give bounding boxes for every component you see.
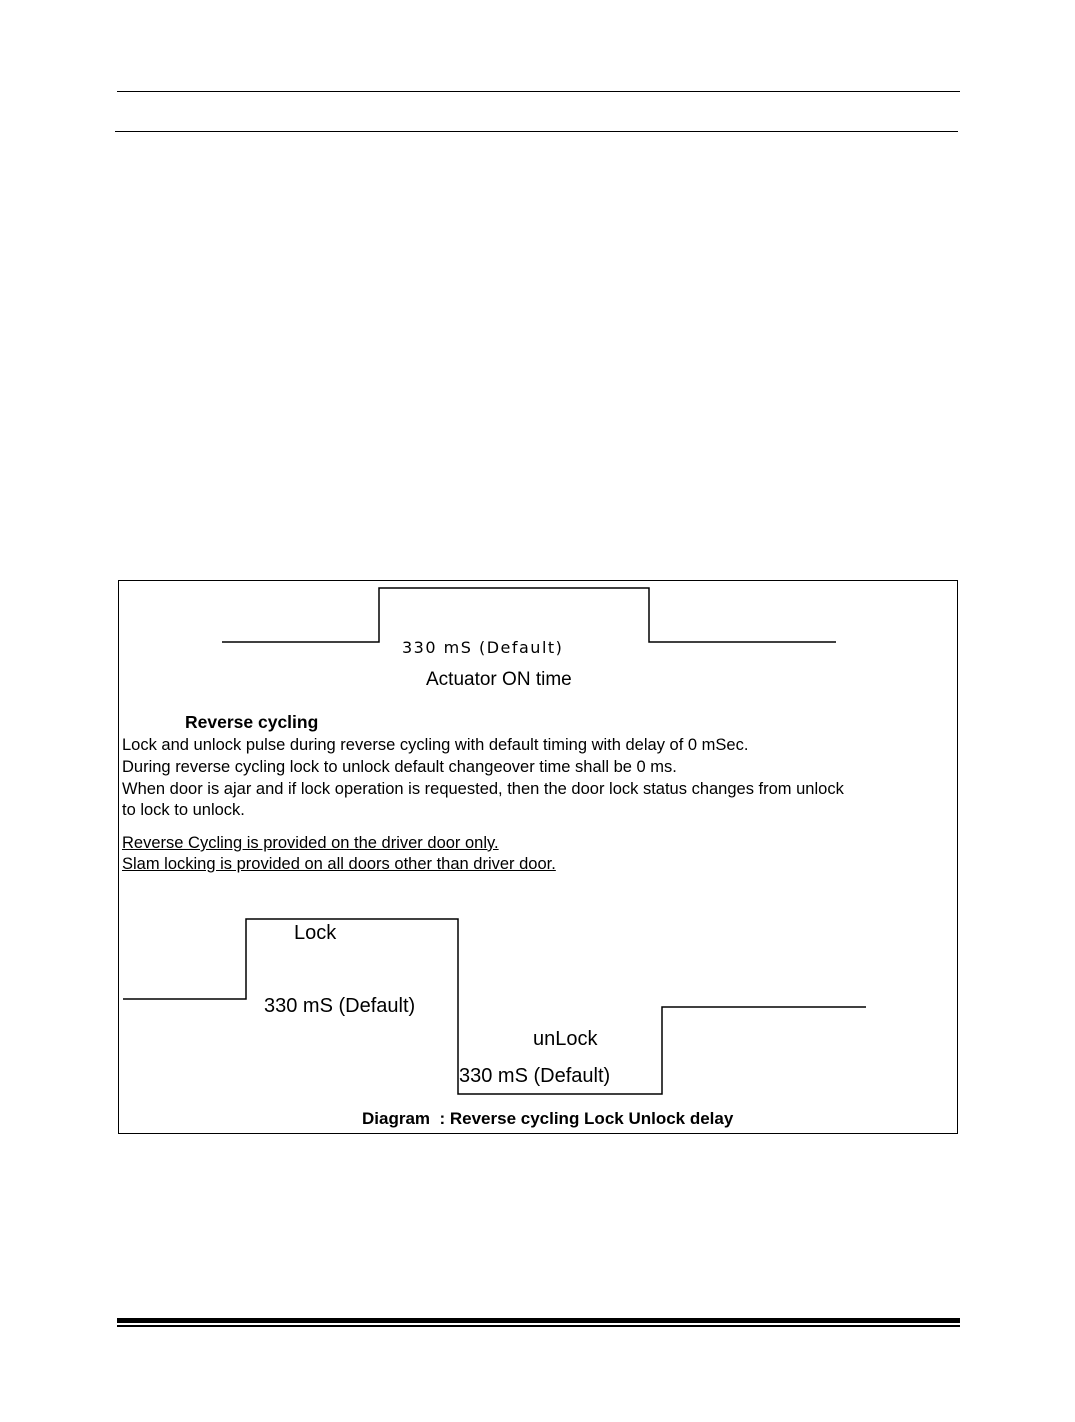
footer-rule-thick: [117, 1318, 960, 1323]
footer-rule-thin: [117, 1325, 960, 1327]
description-line-1: Lock and unlock pulse during reverse cycling with default timing with delay of 0 mSec.: [122, 736, 749, 754]
reverse-cycling-heading: Reverse cycling: [185, 712, 319, 732]
driver-door-note: Reverse Cycling is provided on the driver door only.: [122, 834, 499, 852]
header-rule-top: [117, 91, 960, 92]
unlock-duration-label: 330 mS (Default): [459, 1065, 611, 1087]
description-line-2: During reverse cycling lock to unlock default changeover time shall be 0 ms.: [122, 758, 677, 776]
description-line-3: When door is ajar and if lock operation is requested, then the door lock status changes from unlock: [122, 780, 844, 798]
unlock-label: unLock: [533, 1028, 598, 1050]
lock-label: Lock: [294, 922, 337, 944]
actuator-on-time-caption: Actuator ON time: [426, 669, 572, 690]
actuator-on-pulse-line: [222, 588, 836, 642]
description-line-4: to lock to unlock.: [122, 801, 245, 819]
timing-diagram-figure: [118, 580, 958, 1134]
diagram-caption: Diagram : Reverse cycling Lock Unlock delay: [362, 1109, 734, 1128]
header-rule-bottom: [115, 131, 958, 132]
lock-duration-label: 330 mS (Default): [264, 995, 416, 1017]
actuator-duration-label: 330 mS (Default): [402, 638, 564, 657]
slam-locking-note: Slam locking is provided on all doors other than driver door.: [122, 855, 556, 873]
